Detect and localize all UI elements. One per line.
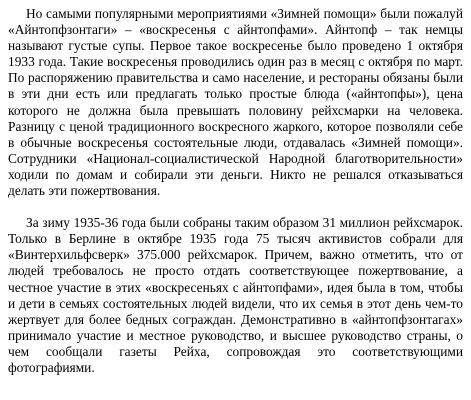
- paragraph-collection-results: За зиму 1935-36 года были собраны таким образом 31 миллион рейхсмарок. Только в Берлине в октябре 1935 года 75 тысяч активистов собрали для «Винтерхильфсверк» 375.000 рейхсмарок. Причем, важно отметить, что от людей требовалось не просто отдать соответствующее пожертвование, а честное участие в этих «воскресеньях с айнтопфами», идея была в том, чтобы и дети в семьях состоятельных людей видели, что их семья в этот день чем-то жертвует для более бедных сограждан. Демонстративно в «айнтопфзонтагах» принимало участие и местное руководство, и высшее руководство страны, о чем сообщали газеты Рейха, сопровождая это соответствующими фотографиями.: [8, 215, 463, 375]
- paragraph-winter-aid-sundays: Но самыми популярными мероприятиями «Зимней помощи» были пожалуй «Айнтопфзонтаги» – «воскресенья с айнтопфами». Айнтопф – так немцы называют густые супы. Первое такое воскресенье было проведено 1 октября 1933 года. Такие воскресенья проводились один раз в месяц с октября по март. По распоряжению правительства и само население, и рестораны обязаны были в эти дни есть или предлагать только простые блюда («айнтопфы»), цена которого не должна была превышать половину рейхсмарки на человека. Разницу с ценой традиционного воскресного жаркого, которое позволяли себе в обычные воскресенья состоятельные люди, отдавалась «Зимней помощи». Сотрудники «Национал-социалистической Народной благотворительности» ходили по домам и собирали эти деньги. Никто не решался отказываться делать эти пожертвования.: [8, 6, 463, 199]
